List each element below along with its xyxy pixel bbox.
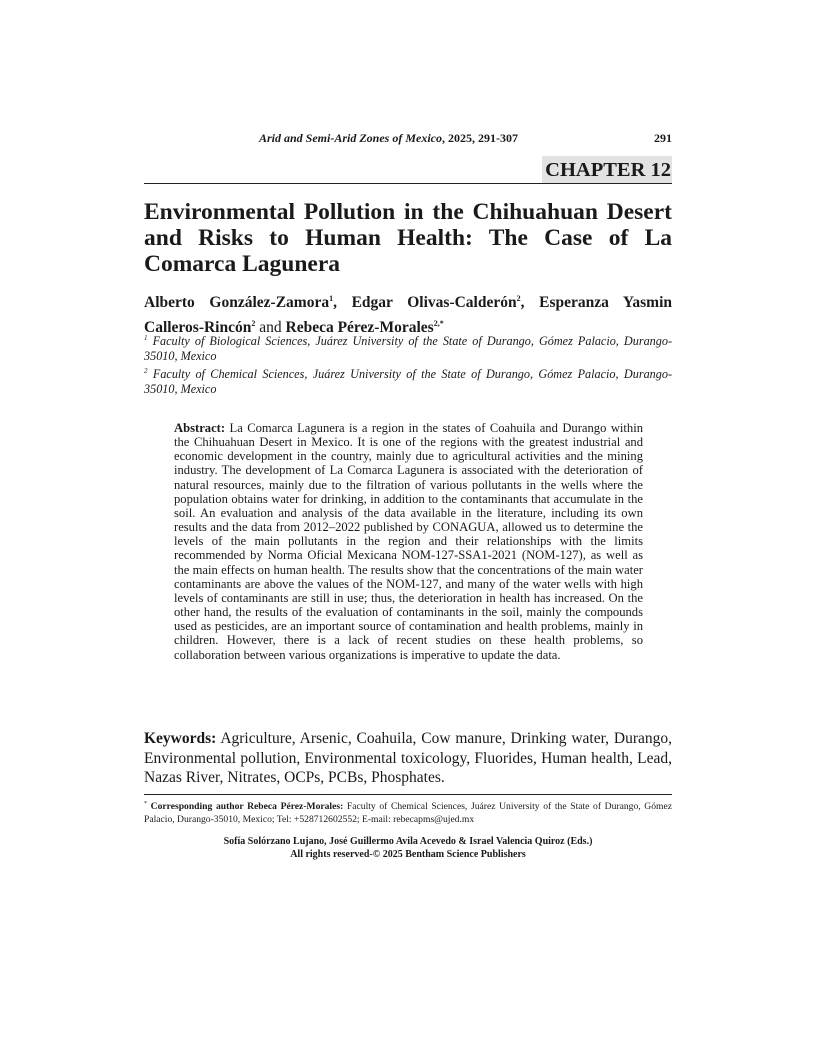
journal-title: Arid and Semi-Arid Zones of Mexico bbox=[259, 131, 443, 145]
running-header bbox=[144, 131, 672, 149]
affiliation-text: Faculty of Chemical Sciences, Juárez University of the State of Durango, Gómez Palacio, Durango-35010, Mexico bbox=[144, 367, 673, 397]
author-affiliation-mark: 2 bbox=[516, 294, 521, 303]
page-number: 291 bbox=[654, 131, 672, 145]
abstract-label: Abstract: bbox=[174, 421, 226, 435]
author-affiliation-mark: 2,* bbox=[433, 319, 444, 329]
copyright-line: All rights reserved-© 2025 Bentham Science Publishers bbox=[290, 848, 526, 860]
affiliation-number: 2 bbox=[144, 367, 148, 375]
running-title-block bbox=[259, 131, 518, 146]
author-name: Edgar Olivas-Calderón bbox=[351, 294, 517, 312]
affiliation-1 bbox=[144, 331, 672, 364]
editors-block bbox=[144, 836, 672, 861]
affiliation-number: 1 bbox=[144, 334, 148, 342]
keywords bbox=[144, 729, 672, 788]
keywords-text: Agriculture, Arsenic, Coahuila, Cow manure, Drinking water, Durango, Environmental pollution, Environmental toxicology, Fluorides, Human health, Lead, Nazas River, Nitrates, OCPs, PCBs, Phosphates. bbox=[144, 730, 672, 786]
author-affiliation-mark: 2 bbox=[251, 319, 256, 329]
journal-meta: , 2025, 291-307 bbox=[442, 131, 519, 145]
author-conjunction: and bbox=[259, 319, 282, 337]
header-rule bbox=[144, 183, 672, 184]
abstract bbox=[174, 421, 643, 662]
footnote bbox=[144, 798, 672, 826]
keywords-label: Keywords: bbox=[144, 730, 217, 747]
author-name: Rebeca Pérez-Morales bbox=[285, 319, 434, 337]
author-affiliation-mark: 1 bbox=[329, 294, 334, 303]
abstract-text: La Comarca Lagunera is a region in the states of Coahuila and Durango within the Chihuahuan Desert in Mexico. It is one of the regions with the greatest industrial and economic development in the country, mainly due to agricultural activities and the mining industry. The development of La Comarca Lagunera is associated with the deterioration of natural resources, mainly due to the filtration of various pollutants in the wells where the population obtains water for drinking, in addition to the contaminants that accumulate in the soil. An evaluation and analysis of the data available in the literature, including its own results and the data from 2012–2022 published by CONAGUA, allowed us to determine the levels of the main pollutants in the region and their relationships with the limits recommended by Norma Oficial Mexicana NOM-127-SSA1-2021 (NOM-127), as well as the main effects on human health. The results show that the concentrations of the main water contaminants are above the values of the NOM-127, and many of the water wells with high levels of contaminants are still in use; thus, the deterioration in health has increased. On the other hand, the results of the evaluation of contaminants in the soil, mainly the compounds used as pesticides, are an important source of contamination and health problems, mainly in children. However, there is a lack of recent studies on these health problems, so collaboration between various organizations is imperative to update the data. bbox=[174, 421, 643, 662]
editors-line: Sofía Solórzano Lujano, José Guillermo Avila Acevedo & Israel Valencia Quiroz (Eds.) bbox=[223, 836, 593, 847]
footnote-label: Corresponding author Rebeca Pérez-Morales: bbox=[150, 801, 344, 813]
chapter-label: CHAPTER 12 bbox=[542, 156, 672, 183]
footnote-text: Faculty of Chemical Sciences, Juárez University of the State of Durango, Gómez Palacio, Durango-35010, Mexico; Tel: +528712602552; E-mail: rebecapms@ujed.mx bbox=[144, 801, 672, 825]
chapter-title: Environmental Pollution in the Chihuahuan Desert and Risks to Human Health: The Case of La Comarca Lagunera bbox=[144, 199, 672, 277]
affiliation-2 bbox=[144, 364, 672, 397]
author-name: Alberto González-Zamora bbox=[144, 294, 330, 312]
author-name: Esperanza Yasmin Calleros-Rincón bbox=[144, 294, 673, 337]
affiliation-text: Faculty of Biological Sciences, Juárez University of the State of Durango, Gómez Palacio, Durango-35010, Mexico bbox=[144, 334, 673, 364]
author-list: Alberto González-Zamora$^1$, Edgar Olivas-Calderón$^2$, Esperanza Yasmin Calleros-Rincón$^2$ and Rebeca Pérez-Morales$^{2,*}$ bbox=[144, 294, 673, 337]
footnote-rule bbox=[144, 794, 672, 795]
footnote-mark: * bbox=[144, 801, 147, 807]
